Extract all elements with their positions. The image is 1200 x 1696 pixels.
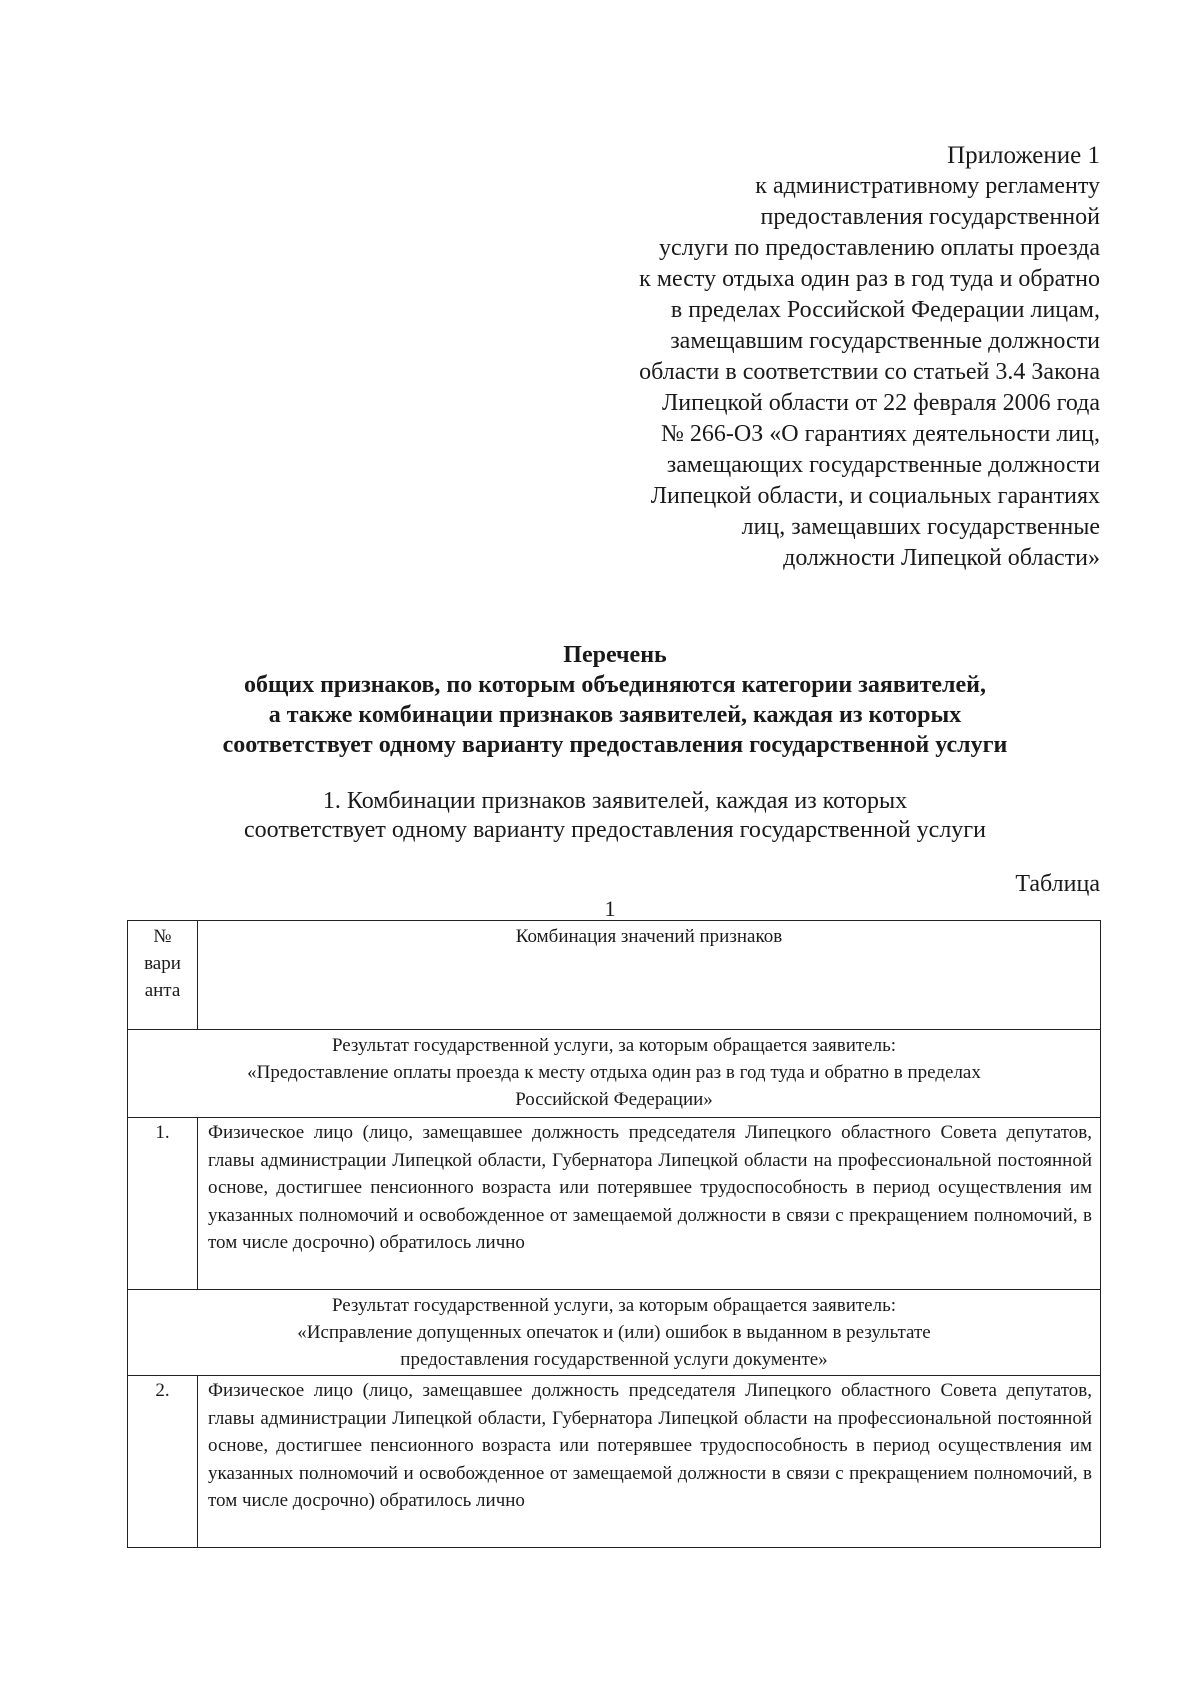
result-cell: Результат государственной услуги, за которым обращается заявитель: «Исправление допущенных опечаток и (или) ошибок в выданном в результате предоставления государственной услуги документе» [128,1290,1101,1376]
table-result-row [128,1030,1101,1118]
table-result-row [128,1290,1101,1376]
combinations-table [127,920,1101,1548]
appendix-line: замещавшим государственные должности [670,328,1100,354]
table-header-row [128,921,1101,1030]
table-row [128,1376,1101,1548]
heading-line: соответствует одному варианту предоставления государственной услуги [222,732,1008,758]
row-description: Физическое лицо (лицо, замещавшее должность председателя Липецкого областного Совета депутатов, главы администрации Липецкой области, Губернатора Липецкой области на профессиональной постоянной основе, достигшее пенсионного возраста или потерявшее трудоспособность в период осуществления им указанных полномочий и освобожденное от замещаемой должности в связи с прекращением полномочий, в том числе досрочно) обратилось лично [198,1118,1101,1290]
heading-line: а также комбинации признаков заявителей, каждая из которых [268,702,962,728]
appendix-line: Липецкой области от 22 февраля 2006 года [662,390,1100,416]
row-number: 2. [128,1376,198,1548]
table-row [128,1118,1101,1290]
section-line: 1. Комбинации признаков заявителей, каждая из которых [322,788,908,814]
appendix-line: к месту отдыха один раз в год туда и обратно [639,266,1100,292]
appendix-line: замещающих государственные должности [666,452,1100,478]
appendix-line: № 266-ОЗ «О гарантиях деятельности лиц, [661,421,1100,447]
appendix-line: лиц, замещавших государственные [741,514,1100,540]
heading-line: общих признаков, по которым объединяются категории заявителей, [243,672,987,698]
appendix-line: к административному регламенту [755,173,1100,199]
table-label: Таблица [1015,871,1100,897]
appendix-header [430,140,1100,574]
row-number: 1. [128,1118,198,1290]
header-combination: Комбинация значений признаков [198,921,1101,1030]
heading-title: Перечень [563,642,667,668]
appendix-line: должности Липецкой области» [783,545,1100,571]
appendix-title: Приложение 1 [947,142,1100,169]
result-cell: Результат государственной услуги, за которым обращается заявитель: «Предоставление оплаты проезда к месту отдыха один раз в год туда и обратно в пределах Российской Федерации» [128,1030,1101,1118]
appendix-line: в пределах Российской Федерации лицам, [670,297,1100,323]
appendix-line: Липецкой области, и социальных гарантиях [650,483,1100,509]
row-description: Физическое лицо (лицо, замещавшее должность председателя Липецкого областного Совета депутатов, главы администрации Липецкой области, Губернатора Липецкой области на профессиональной постоянной основе, достигшее пенсионного возраста или потерявшее трудоспособность в период осуществления им указанных полномочий и освобожденное от замещаемой должности в связи с прекращением полномочий, в том числе досрочно) обратилось лично [198,1376,1101,1548]
document-heading [100,640,1130,760]
section-line: соответствует одному варианту предоставления государственной услуги [243,817,986,843]
table-number: 1 [604,896,616,921]
section-title [100,787,1130,845]
appendix-line: услуги по предоставлению оплаты проезда [659,235,1100,261]
header-variant-number: № вари анта [128,921,198,1030]
appendix-line: области в соответствии со статьей 3.4 Закона [639,359,1100,385]
appendix-line: предоставления государственной [760,204,1100,230]
